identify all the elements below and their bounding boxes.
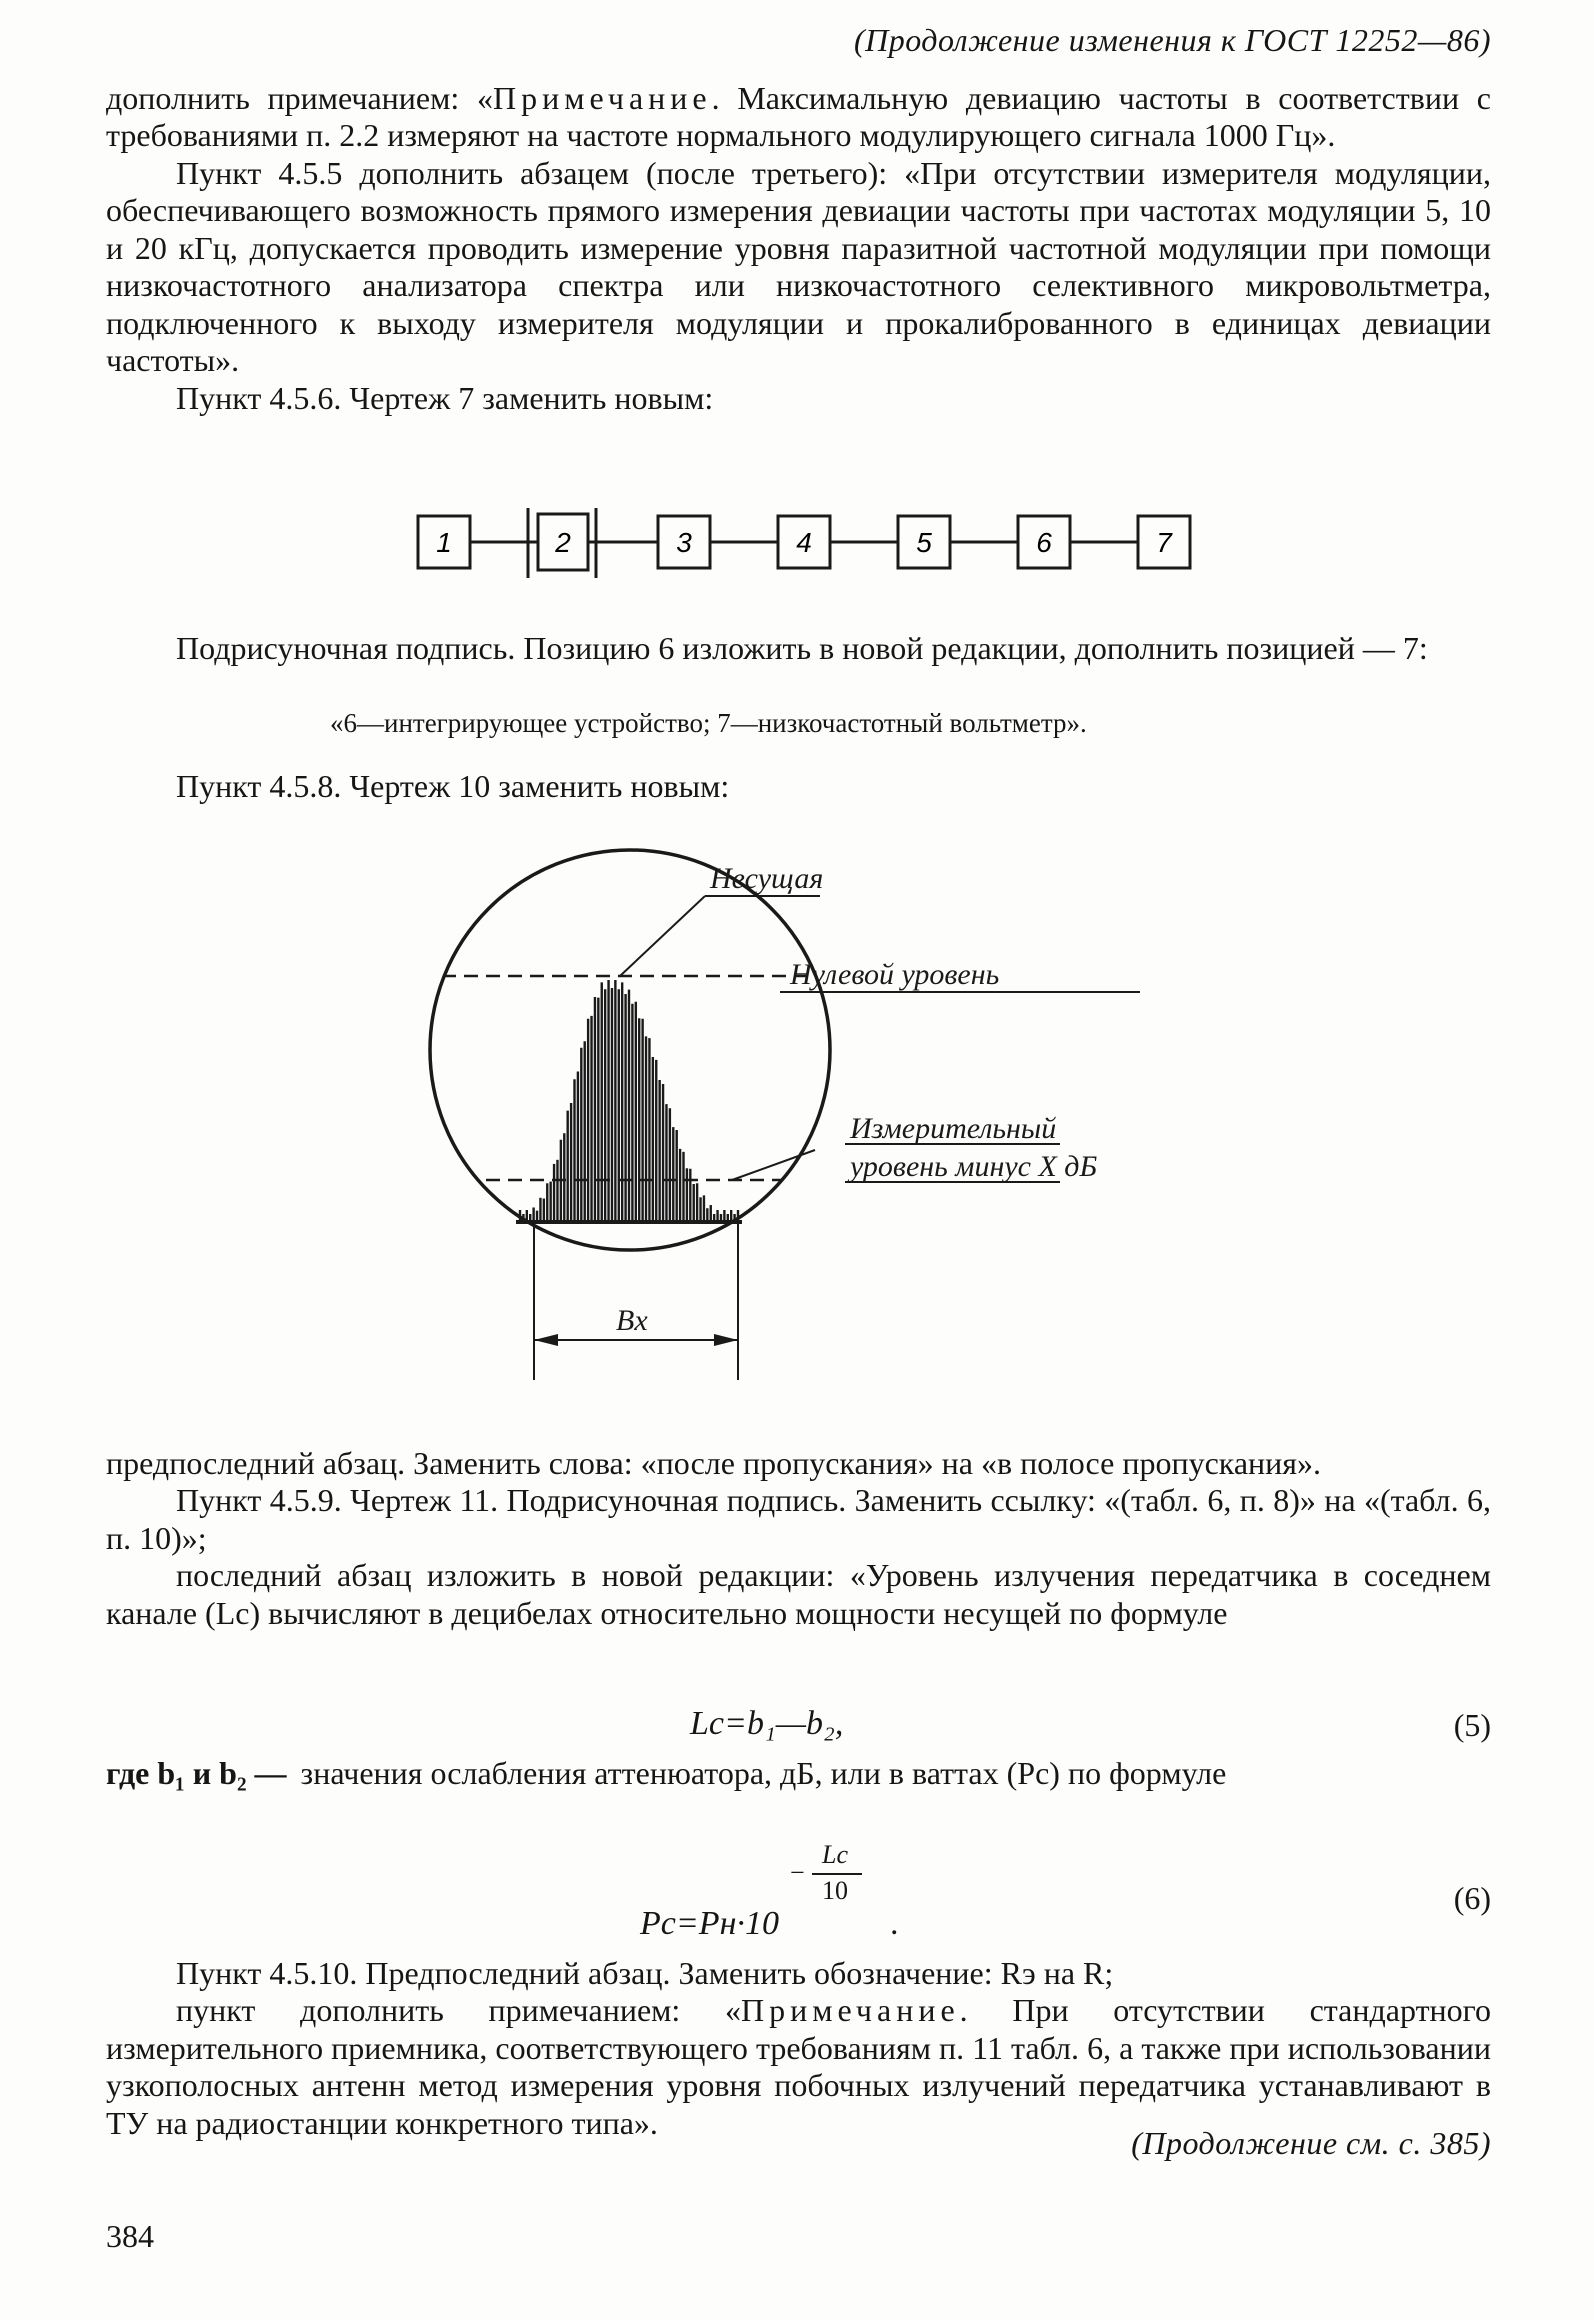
where-text: значения ослабления аттенюатора, дБ, или в ваттах (Pс) по формуле	[300, 1755, 1227, 1791]
carrier-leader	[620, 896, 705, 976]
label-carrier: Несущая	[710, 862, 824, 895]
note-word: Примечание	[741, 1992, 960, 2029]
block-label-7: 7	[1156, 527, 1172, 558]
block-label-6: 6	[1036, 527, 1052, 558]
continuation-note: (Продолжение см. с. 385)	[1131, 2125, 1491, 2161]
paragraph-4-5-10: Пункт 4.5.10. Предпоследний абзац. Заменить обозначение: Rэ на R;	[176, 1955, 1114, 1991]
page-header: (Продолжение изменения к ГОСТ 12252—86)	[853, 22, 1491, 58]
drawing-10-spectrum	[420, 840, 1220, 1400]
note-word: Примечание	[492, 80, 712, 116]
bx-arrow-right	[714, 1334, 738, 1346]
formula-6-exp-num: Lс	[822, 1840, 848, 1869]
text-run: . При отсутствии стандартного измерительного приемника, соответствующего требованиям п. 11 табл. 6, а также при использовании узкополосных антенн метод измерения уровня побочных излучений передатчика устанавливают в ТУ на радиостанции конкретного типа».	[106, 1992, 1491, 2141]
block-label-3: 3	[676, 527, 692, 558]
formula-6-exp-den: 10	[822, 1876, 848, 1905]
formula-6-minus: −	[790, 1858, 805, 1887]
formula-6-tail: .	[890, 1905, 899, 1942]
text-block-4	[106, 1445, 1491, 1632]
formula-6-fraction-bar	[812, 1873, 862, 1875]
text-block-1	[106, 80, 1491, 417]
formula-5: Lс=b₁—b₂,	[690, 1705, 844, 1742]
paragraph-4-5-6: Пункт 4.5.6. Чертеж 7 заменить новым:	[176, 379, 714, 416]
block-label-5: 5	[916, 527, 932, 558]
label-bx: Bx	[616, 1304, 648, 1337]
formula-6	[640, 1840, 960, 1950]
text-run: . Максимальную девиацию частоты в соответствии с требованиями п. 2.2 измеряют на частоте нормального модулирующего сигнала 1000 Гц».	[106, 80, 1492, 154]
drawing-7-block-diagram	[400, 500, 1200, 590]
paragraph-4-5-9: Пункт 4.5.9. Чертеж 11. Подрисуночная подпись. Заменить ссылку: «(табл. 6, п. 8)» на «(табл. 6, п. 10)»;	[106, 1482, 1491, 1556]
text-block-3	[106, 768, 1491, 805]
where-prefix: где b₁ и b₂ —	[106, 1755, 287, 1791]
paragraph-prelast: предпоследний абзац. Заменить слова: «после пропускания» на «в полосе пропускания».	[106, 1445, 1322, 1481]
formula-6-number: (6)	[1453, 1880, 1491, 1916]
block-label-4: 4	[796, 527, 812, 558]
formula-5-number: (5)	[1453, 1707, 1491, 1743]
formula-6-base: Pс=Pн·10	[640, 1905, 779, 1942]
paragraph-caption-change: Подрисуночная подпись. Позицию 6 изложить в новой редакции, дополнить позицией — 7:	[176, 630, 1428, 666]
block-label-1: 1	[436, 527, 452, 558]
paragraph-4-5-8: Пункт 4.5.8. Чертеж 10 заменить новым:	[176, 768, 730, 804]
paragraph-last: последний абзац изложить в новой редакции: «Уровень излучения передатчика в соседнем канале (Lс) вычисляют в децибелах относительно мощности несущей по формуле	[106, 1557, 1491, 1631]
label-measurement-1: Измерительный	[850, 1112, 1057, 1145]
label-zero-level: Нулевой уровень	[790, 958, 1000, 991]
paragraph-note-1	[106, 80, 1491, 155]
paragraph-note-2	[106, 1992, 1491, 2142]
label-measurement-2: уровень минус X дБ	[850, 1150, 1098, 1183]
text-run: пункт дополнить примечанием: «	[176, 1992, 741, 2029]
page-number: 384	[106, 2218, 154, 2254]
where-block	[106, 1755, 1491, 1792]
meas-leader	[732, 1150, 815, 1180]
text-block-5	[106, 1955, 1491, 2142]
text-run: дополнить примечанием: «	[106, 80, 493, 116]
paragraph-4-5-5: Пункт 4.5.5 дополнить абзацем (после третьего): «При отсутствии измерителя модуляции, обеспечивающего возможность прямого измерения девиации частоты при частотах модуляции 5, 10 и 20 кГц, допускается проводить измерение уровня паразитной частотной модуляции при помощи низкочастотного анализатора спектра или низкочастотного селективного микровольтметра, подключенного к выходу измерителя модуляции и прокалиброванного в единицах девиации частоты».	[106, 154, 1491, 379]
text-block-2	[106, 630, 1491, 667]
spectrum-bars	[520, 980, 738, 1222]
caption-positions: «6—интегрирующее устройство; 7—низкочастотный вольтметр».	[330, 708, 1087, 738]
block-label-2: 2	[555, 527, 571, 558]
bx-arrow-left	[534, 1334, 558, 1346]
